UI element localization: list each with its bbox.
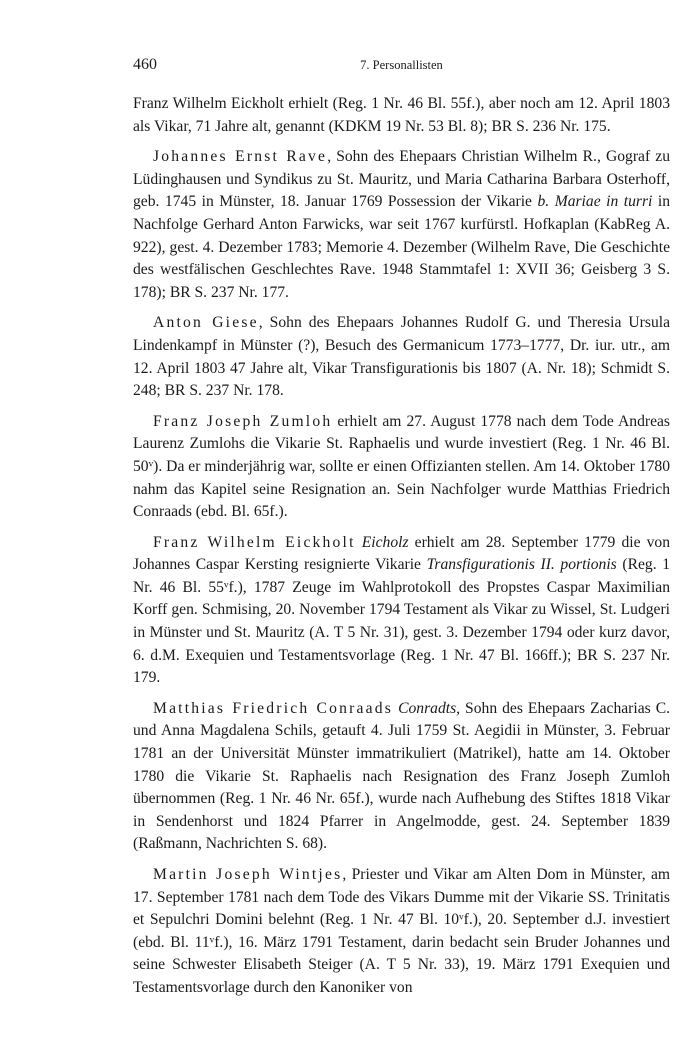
entry-conraads [133,698,670,856]
entry-italic: Transfigurationis II. portionis [426,556,617,574]
entry-eickholt [133,532,670,690]
entry-italic: Conradts, [398,699,461,717]
person-name: Martin Joseph Wintjes [153,866,343,883]
entry-text: in Nachfolge Gerhard Anton Farwicks, war seit 1767 kurfürstl. Hofkaplan (KabReg A. 922), gest. 4. Dezember 1783; Memorie 4. Dezember (Wilhelm Rave, Die Geschichte des westfälischen Geschlechtes Rave. 1948 Stammtafel 1: XVII 36; Geisberg 3 S. 178); BR S. 237 Nr. 177. [133,193,670,301]
entry-text: (Reg. 1 Nr. 46 Bl. 55ᵛf.), 1787 Zeuge im Wahlprotokoll des Propstes Caspar Maximilian Korff gen. Schmising, 20. November 1794 Testament als Vikar zu Wissel, St. Ludgeri in Münster und St. Mauritz (A. T 5 Nr. 31), gest. 3. Dezember 1794 oder kurz davor, 6. d.M. Exequien und Testamentsvorlage (Reg. 1 Nr. 47 Bl. 166ff.); BR S. 237 Nr. 179. [133,556,671,687]
entry-wintjes [133,864,670,1000]
person-name: Matthias Friedrich Conraads [153,699,394,717]
page-header [133,56,670,78]
person-name: Anton Giese [153,314,259,332]
document-body [133,93,670,1008]
entry-italic: b. Mariae in turri [537,193,653,211]
person-name: Franz Wilhelm Eickholt [153,533,356,551]
entry-text: , Sohn des Ehepaars Johannes Rudolf G. und Theresia Ursula Lindenkampf in Münster (?), Besuch des Germanicum 1773–1777, Dr. iur. utr., am 12. April 1803 47 Jahre alt, Vikar Transfigurationis bis 1807 (A. Nr. 18); Schmidt S. 248; BR S. 237 Nr. 178. [133,314,670,400]
entry-text: erhielt am 28. September 1779 die von Johannes Caspar Kersting resignierte Vikarie [133,533,670,574]
page-number: 460 [133,56,157,73]
running-title: 7. Personallisten [360,58,443,72]
person-name: Franz Joseph Zumloh [153,412,333,430]
entry-text: , Sohn des Ehepaars Christian Wilhelm R., Gograf zu Lüdinghausen und Syndikus zu St. Mauritz, und Maria Catharina Barbara Osterhoff, geb. 1745 in Münster, 18. Januar 1769 Possession der Vikarie [133,148,670,211]
person-name: Johannes Ernst Rave [153,148,328,166]
entry-giese [133,312,670,402]
entry-text: erhielt am 27. August 1778 nach dem Tode Andreas Laurenz Zumlohs die Vikarie St. Raphaelis und wurde investiert (Reg. 1 Nr. 46 Bl. 50ᵛ). Da er minderjährig war, sollte er einen Offizianten stellen. Am 14. Oktober 1780 nahm das Kapitel seine Resignation an. Sein Nachfolger wurde Matthias Friedrich Conraads (ebd. Bl. 65f.). [133,412,670,521]
entry-rave [133,146,670,304]
entry-text: , Priester und Vikar am Alten Dom in Münster, am 17. September 1781 nach dem Tode des Vikars Dumme mit der Vikarie SS. Trinitatis et Sepulchri Domini belehnt (Reg. 1 Nr. 47 Bl. 10ᵛf.), 20. September d.J. investiert (ebd. Bl. 11ᵛf.), 16. März 1791 Testament, darin bedacht sein Bruder Johannes und seine Schwester Elisabeth Steiger (A. T 5 Nr. 33), 19. März 1791 Exequien und Testamentsvorlage durch den Kanoniker von [133,866,671,996]
entry-zumloh [133,411,670,524]
entry-italic: Eicholz [361,533,409,551]
entry-continuation [133,93,670,138]
entry-text: Sohn des Ehepaars Zacharias C. und Anna Magdalena Schils, getauft 4. Juli 1759 St. Aegidii in Münster, 3. Februar 1781 an der Universität Münster immatrikuliert (Matrikel), hatte am 14. Oktober 1780 die Vikarie St. Raphaelis nach Resignation des Franz Joseph Zumloh übernommen (Reg. 1 Nr. 46 Nr. 65f.), wurde nach Aufhebung des Stiftes 1818 Vikar in Sendenhorst und 1824 Pfarrer in Angelmodde, gest. 24. September 1839 (Raßmann, Nachrichten S. 68). [133,699,670,853]
entry-text: Franz Wilhelm Eickholt erhielt (Reg. 1 Nr. 46 Bl. 55f.), aber noch am 12. April 1803 als Vikar, 71 Jahre alt, genannt (KDKM 19 Nr. 53 Bl. 8); BR S. 236 Nr. 175. [133,95,670,135]
